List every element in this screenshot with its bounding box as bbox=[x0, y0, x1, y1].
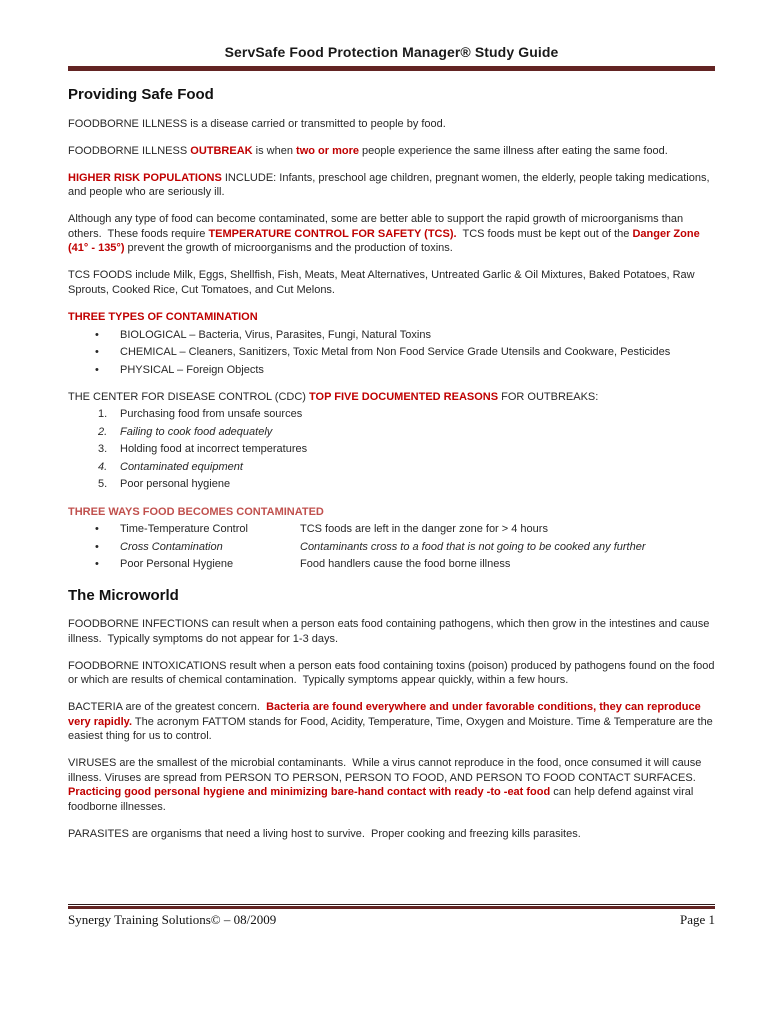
text-run: FOODBORNE ILLNESS bbox=[68, 144, 191, 157]
list-item bbox=[68, 407, 715, 422]
text-run: two or more bbox=[296, 144, 359, 157]
contamination-way-label: Cross Contamination bbox=[120, 540, 223, 553]
page-content bbox=[0, 86, 768, 841]
text-run: is when bbox=[252, 144, 297, 157]
list-item bbox=[68, 442, 715, 457]
text-run: TOP FIVE DOCUMENTED REASONS bbox=[309, 390, 499, 403]
list-number: 2. bbox=[98, 425, 108, 438]
list-number: 5. bbox=[98, 478, 108, 490]
bullet-marker: • bbox=[95, 523, 99, 535]
footer-rule-thin-line bbox=[68, 904, 715, 905]
header-rule bbox=[68, 66, 715, 71]
list-number: 1. bbox=[98, 408, 108, 420]
paragraph-parasites: PARASITES are organisms that need a living host to survive. Proper cooking and freezing kills parasites. bbox=[68, 827, 581, 840]
contamination-way-label: Time-Temperature Control bbox=[120, 523, 248, 535]
bullet-marker: • bbox=[95, 540, 99, 553]
section-heading-providing-safe-food: Providing Safe Food bbox=[68, 86, 214, 103]
list-item bbox=[68, 477, 715, 492]
text-run: TCS foods must be kept out of the bbox=[456, 227, 633, 240]
bullet-marker: • bbox=[95, 328, 99, 341]
bullet-marker: • bbox=[95, 558, 99, 570]
text-run: BACTERIA are of the greatest concern. bbox=[68, 701, 267, 713]
paragraph-viruses bbox=[68, 756, 715, 814]
text-run: prevent the growth of microorganisms and the production of toxins. bbox=[124, 242, 453, 254]
text-run: Danger Zone (41° - 135°) bbox=[68, 227, 703, 254]
text-run: can help defend against viral foodborne illnesses. bbox=[68, 786, 697, 813]
text-run: TEMPERATURE CONTROL FOR SAFETY (TCS). bbox=[208, 227, 457, 240]
cdc-reasons-list bbox=[68, 407, 715, 492]
list-number: 4. bbox=[98, 460, 108, 473]
contamination-way-label: Poor Personal Hygiene bbox=[120, 558, 234, 570]
bullet-marker: • bbox=[95, 346, 99, 358]
list-item bbox=[68, 557, 715, 572]
footer-rule-thick-line bbox=[68, 906, 715, 909]
text-run: The acronym FATTOM stands for Food, Acidity, Temperature, Time, Oxygen and Moisture. Time & Temperature are the easiest thing for us to control. bbox=[68, 715, 716, 742]
list-item bbox=[68, 460, 715, 475]
paragraph-higher-risk bbox=[68, 171, 715, 200]
heading-three-ways-contaminated: THREE WAYS FOOD BECOMES CONTAMINATED bbox=[68, 505, 324, 518]
text-run: Practicing good personal hygiene and minimizing bare-hand contact with ready -to -eat food bbox=[68, 786, 551, 798]
paragraph-tcs bbox=[68, 212, 715, 256]
footer-credit: Synergy Training Solutions© – 08/2009 bbox=[68, 912, 277, 927]
contamination-way-description: Food handlers cause the food borne illness bbox=[300, 558, 511, 570]
bullet-marker: • bbox=[95, 363, 99, 376]
contamination-bullet-list bbox=[68, 328, 715, 378]
text-run: Bacteria are found everywhere and under favorable conditions, they can reproduce very rapidly. bbox=[68, 701, 704, 728]
text-run: VIRUSES are the smallest of the microbial contaminants. While a virus cannot reproduce in the food, once consumed it will cause illness. Viruses are spread from PERSON TO PERSON, PERSON TO FOOD, AND PERSON TO FOOD CONTACT SURFACES. bbox=[68, 757, 705, 784]
list-item-text: PHYSICAL – Foreign Objects bbox=[120, 363, 264, 376]
page-footer bbox=[68, 904, 715, 928]
paragraph-outbreak bbox=[68, 144, 715, 159]
document-title: ServSafe Food Protection Manager® Study Guide bbox=[224, 44, 559, 60]
paragraph-tcs-foods: TCS FOODS include Milk, Eggs, Shellfish, Fish, Meats, Meat Alternatives, Untreated Garlic & Oil Mixtures, Baked Potatoes, Raw Sprouts, Cooked Rice, Cut Tomatoes, and Cut Melons. bbox=[68, 269, 698, 296]
paragraph-foodborne-illness: FOODBORNE ILLNESS is a disease carried or transmitted to people by food. bbox=[68, 117, 446, 130]
paragraph-cdc-intro bbox=[68, 390, 715, 405]
paragraph-infections: FOODBORNE INFECTIONS can result when a person eats food containing pathogens, which then grow in the intestines and cause illness. Typically symptoms do not appear for 1-3 days. bbox=[68, 618, 713, 645]
text-run: FOR OUTBREAKS: bbox=[498, 390, 599, 403]
list-item-text: BIOLOGICAL – Bacteria, Virus, Parasites, Fungi, Natural Toxins bbox=[120, 328, 431, 341]
list-item bbox=[68, 328, 715, 343]
list-item bbox=[68, 425, 715, 440]
text-run: HIGHER RISK POPULATIONS bbox=[68, 171, 222, 184]
footer-text bbox=[68, 912, 715, 928]
list-item-text: Poor personal hygiene bbox=[120, 478, 231, 490]
contamination-way-description: TCS foods are left in the danger zone for > 4 hours bbox=[300, 523, 548, 535]
footer-rule bbox=[68, 904, 715, 909]
page-header bbox=[0, 0, 768, 71]
list-item bbox=[68, 522, 715, 537]
text-run: INCLUDE: Infants, preschool age children, pregnant women, the elderly, people taking medications, and people who are seriously ill. bbox=[68, 171, 713, 198]
list-number: 3. bbox=[98, 443, 108, 455]
paragraph-intoxications: FOODBORNE INTOXICATIONS result when a person eats food containing toxins (poison) produced by pathogens found on the food or which are results of chemical contamination. Typically symptoms appear quickly, within a few hours. bbox=[68, 659, 718, 686]
list-item-text: Contaminated equipment bbox=[120, 460, 243, 473]
section-heading-the-microworld: The Microworld bbox=[68, 586, 179, 604]
list-item-text: CHEMICAL – Cleaners, Sanitizers, Toxic Metal from Non Food Service Grade Utensils and Cookware, Pesticides bbox=[120, 346, 671, 358]
text-run: THE CENTER FOR DISEASE CONTROL (CDC) bbox=[68, 390, 309, 403]
list-item-text: Failing to cook food adequately bbox=[120, 425, 273, 438]
list-item bbox=[68, 540, 715, 555]
text-run: Although any type of food can become contaminated, some are better able to support the rapid growth of microorganisms than others. These foods require bbox=[68, 213, 687, 240]
text-run: people experience the same illness after eating the same food. bbox=[358, 144, 668, 157]
list-item-text: Holding food at incorrect temperatures bbox=[120, 443, 308, 455]
list-item-text: Purchasing food from unsafe sources bbox=[120, 408, 303, 420]
heading-three-types-of-contamination: THREE TYPES OF CONTAMINATION bbox=[68, 311, 258, 323]
list-item bbox=[68, 345, 715, 360]
list-item bbox=[68, 363, 715, 378]
paragraph-bacteria bbox=[68, 700, 715, 744]
footer-page-number: Page 1 bbox=[679, 912, 715, 927]
contamination-way-description: Contaminants cross to a food that is not going to be cooked any further bbox=[300, 540, 646, 553]
three-ways-list bbox=[68, 522, 715, 572]
text-run: OUTBREAK bbox=[190, 144, 253, 157]
